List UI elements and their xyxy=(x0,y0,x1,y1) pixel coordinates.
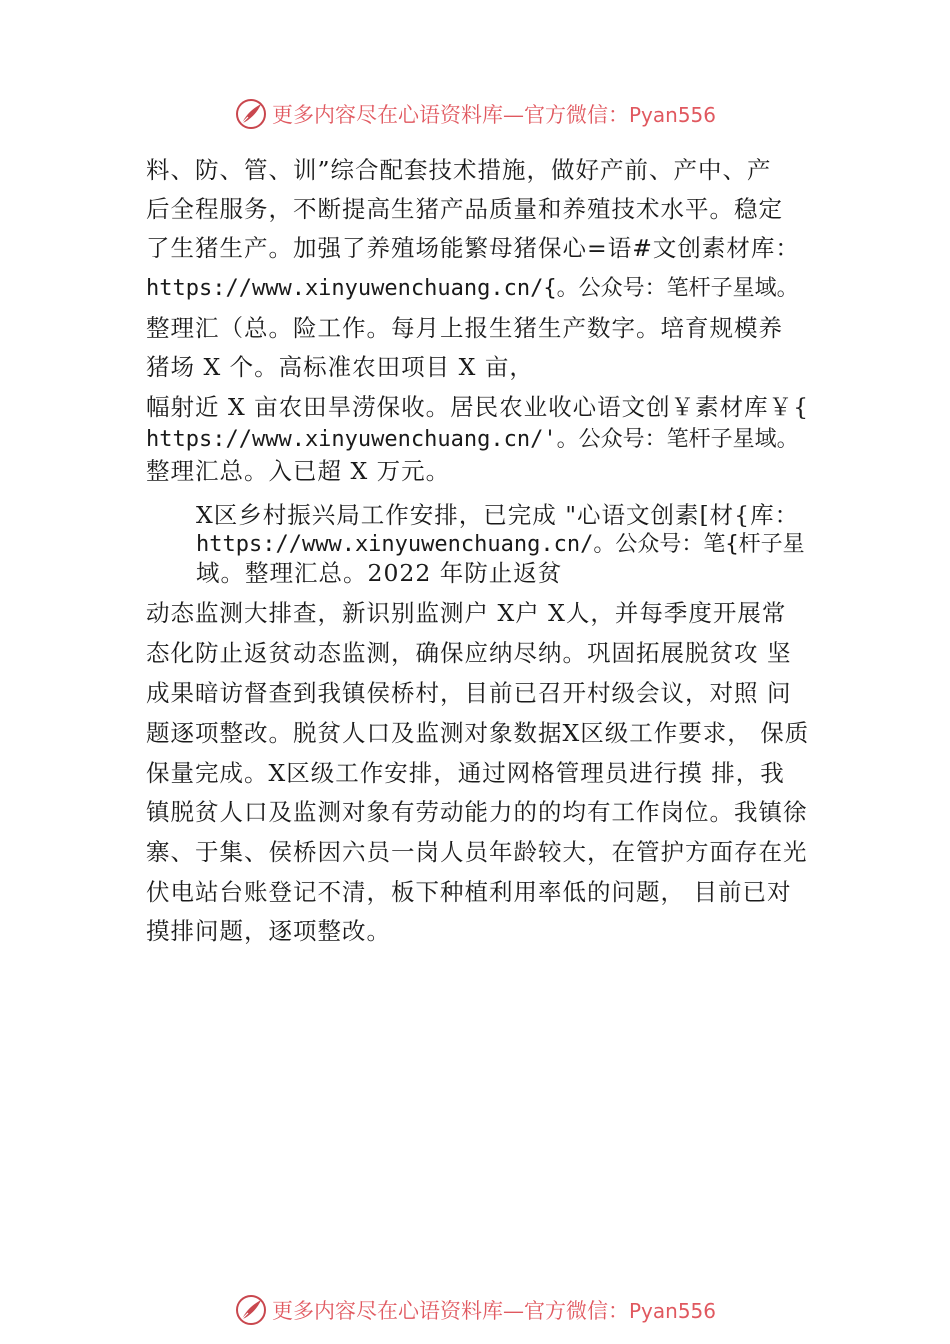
body-line: 了生猪生产。加强了养殖场能繁母猪保心=语#文创素材库： xyxy=(146,234,800,262)
body-line: 域。整理汇总。2022 年防止返贫 xyxy=(196,559,563,587)
body-line: https://www.xinyuwenchuang.cn/'。公众号：笔杆子星域。 xyxy=(146,427,799,452)
body-line: 整理汇总。入已超 X 万元。 xyxy=(146,457,451,485)
body-line: 寨、于集、侯桥因六员一岗人员年龄较大，在管护方面存在光 xyxy=(146,838,808,866)
body-line: 幅射近 X 亩农田旱涝保收。居民农业收心语文创￥素材库￥{ xyxy=(146,393,810,421)
body-line: 成果暗访督查到我镇侯桥村，目前已召开村级会议，对照 问 xyxy=(146,679,792,707)
body-line: X区乡村振兴局工作安排，已完成 "心语文创素[材{库： xyxy=(196,501,800,529)
body-line: 摸排问题，逐项整改。 xyxy=(146,917,391,945)
body-line: 动态监测大排查，新识别监测户 X户 X人，并每季度开展常 xyxy=(146,599,787,627)
body-line: 保量完成。X区级工作安排，通过网格管理员进行摸 排，我 xyxy=(146,759,785,787)
body-line: 镇脱贫人口及监测对象有劳动能力的的均有工作岗位。我镇徐 xyxy=(146,798,808,826)
banner-text: 更多内容尽在心语资料库—官方微信：Pyan556 xyxy=(271,1299,716,1323)
body-line: 整理汇（总。险工作。每月上报生猪生产数字。培育规模养 xyxy=(146,314,783,342)
body-line: 态化防止返贫动态监测，确保应纳尽纳。巩固拓展脱贫攻 坚 xyxy=(146,639,792,667)
footer-banner xyxy=(0,1290,950,1330)
body-line: 料、防、管、训”综合配套技术措施，做好产前、产中、产 xyxy=(146,156,772,184)
body-line: https://www.xinyuwenchuang.cn/{。公众号：笔杆子星域。 xyxy=(146,276,799,301)
body-line: 后全程服务，不断提高生猪产品质量和养殖技术水平。稳定 xyxy=(146,195,783,223)
body-line: 伏电站台账登记不清，板下种植利用率低的问题， 目前已对 xyxy=(146,878,792,906)
body-line: 猪场 X 个。高标准农田项目 X 亩， xyxy=(146,353,534,381)
body-line: https://www.xinyuwenchuang.cn/。公众号：笔{杆子星 xyxy=(196,532,805,557)
quill-logo-icon xyxy=(234,1293,268,1327)
banner-text: 更多内容尽在心语资料库—官方微信：Pyan556 xyxy=(271,103,716,127)
body-line: 题逐项整改。脱贫人口及监测对象数据X区级工作要求， 保质 xyxy=(146,719,810,747)
